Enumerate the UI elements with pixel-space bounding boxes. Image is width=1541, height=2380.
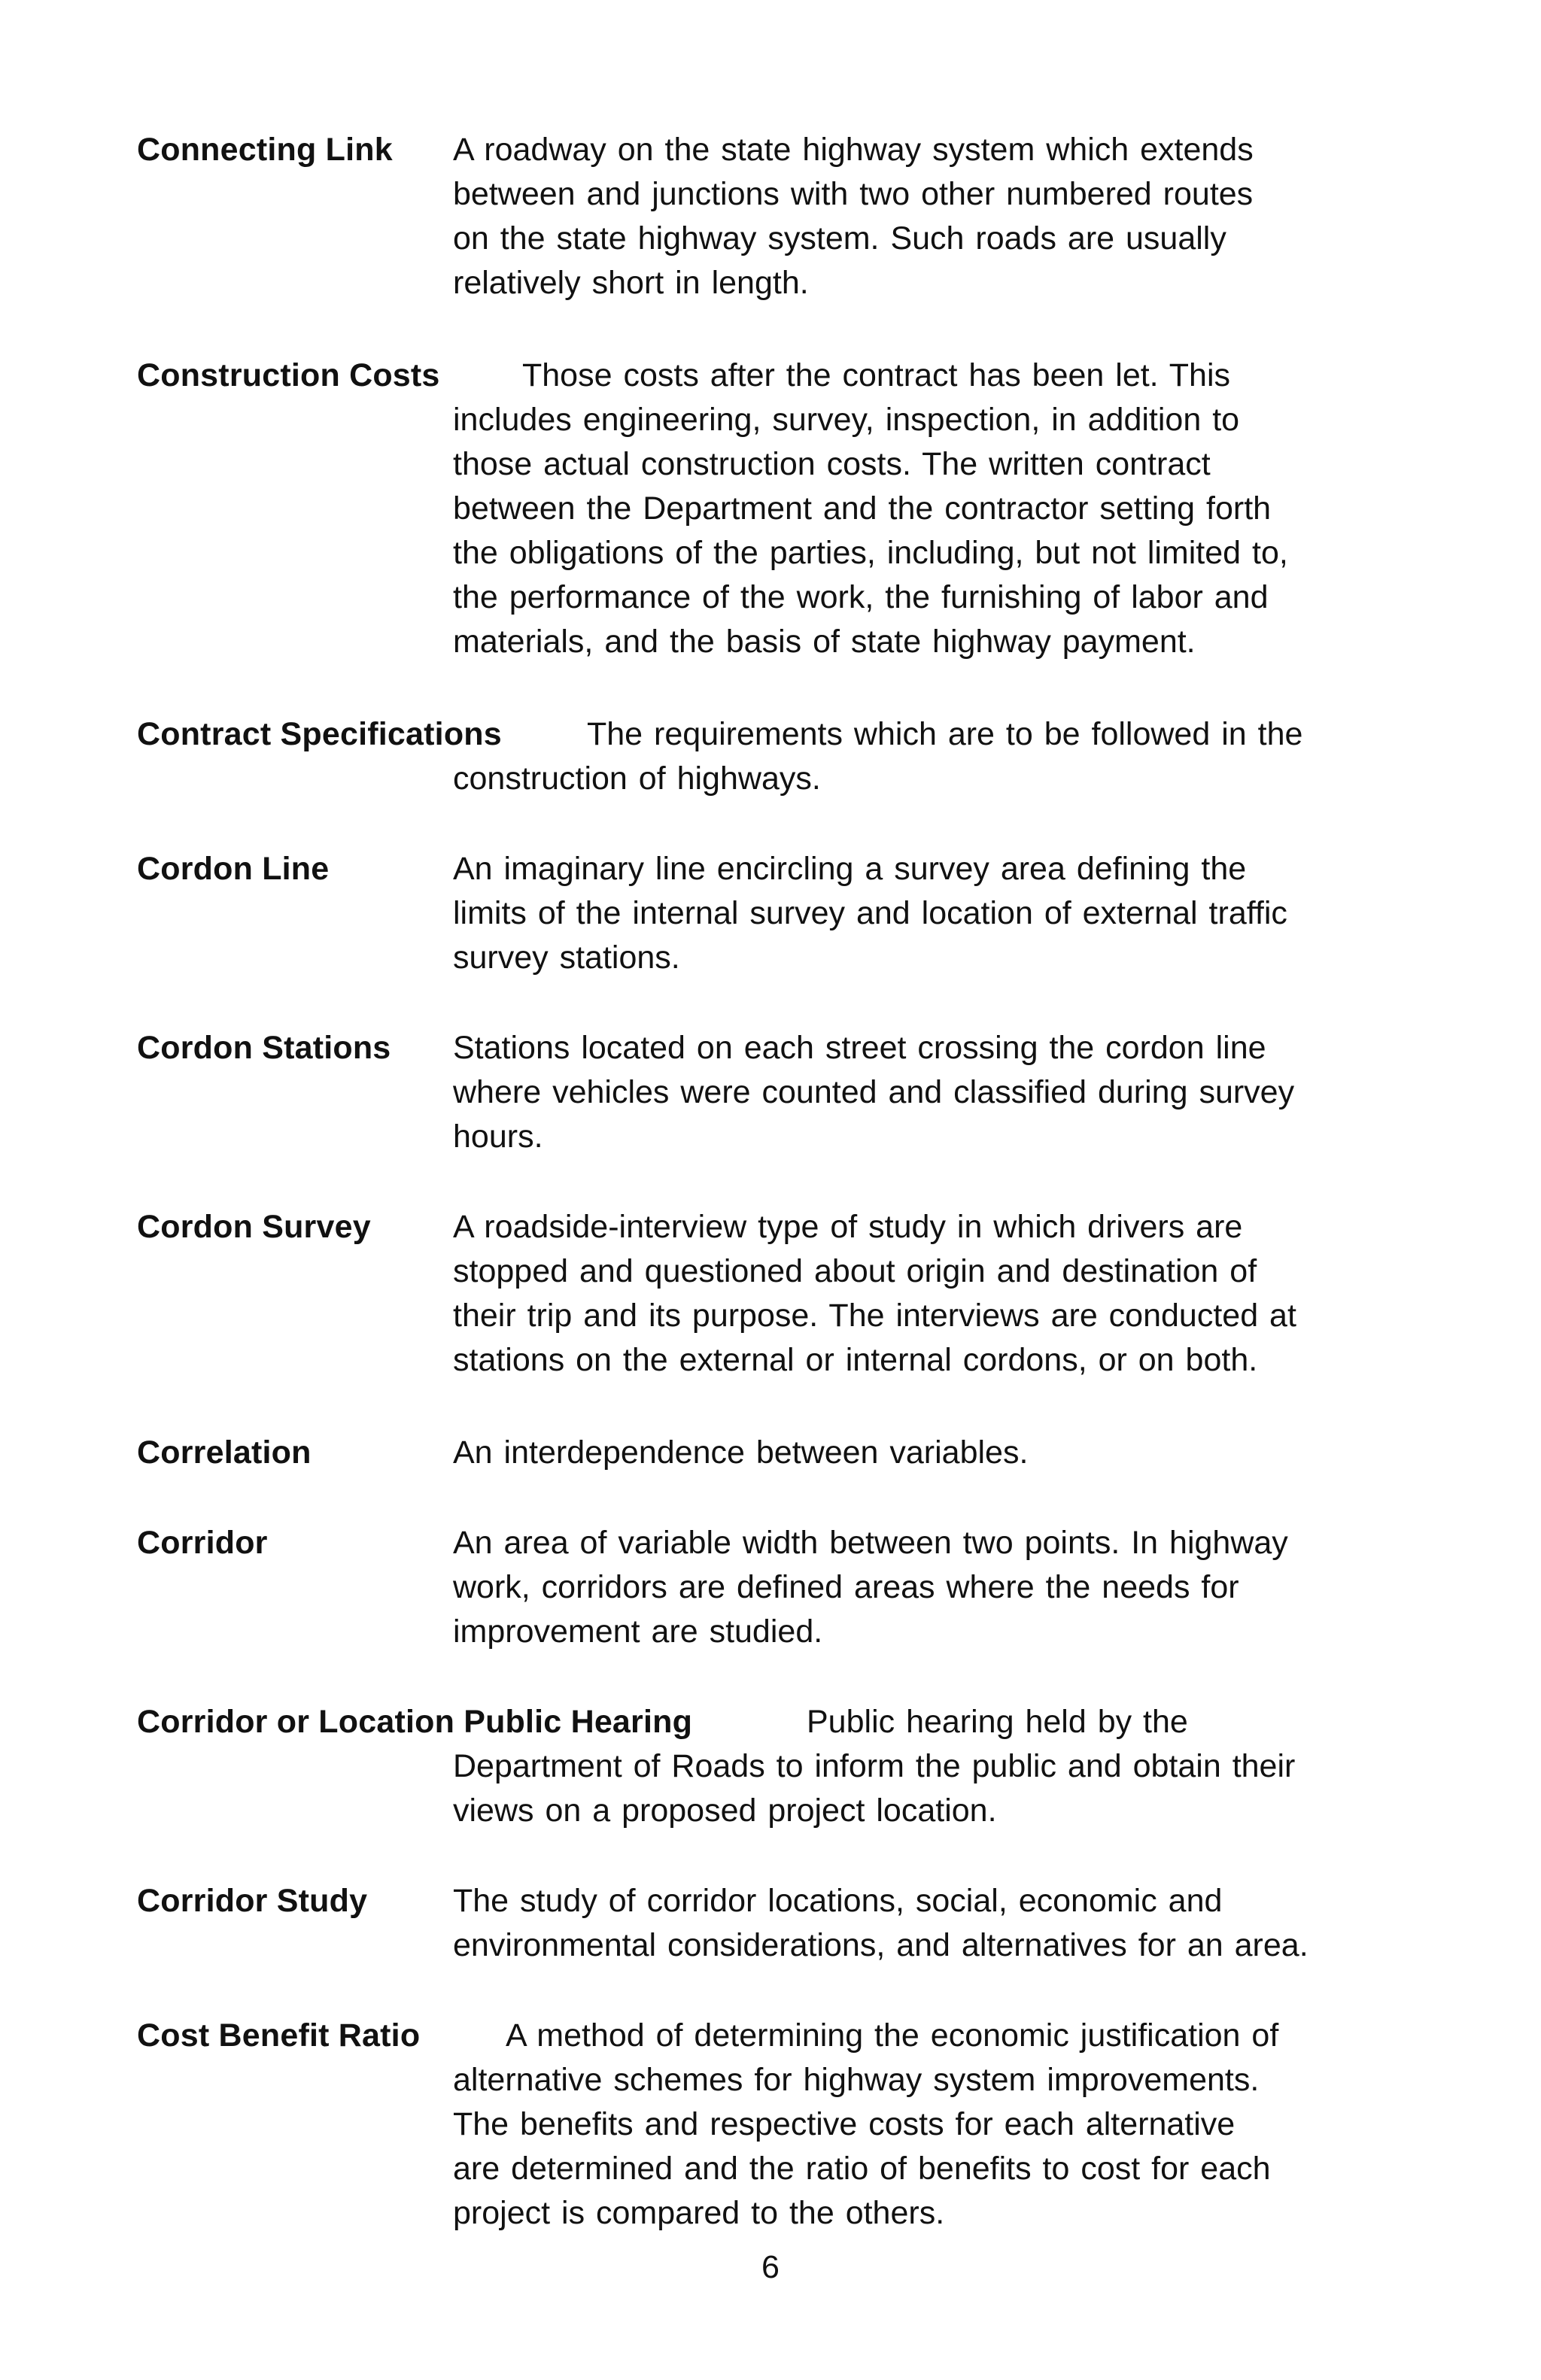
glossary-entry-cordon-survey <box>137 1205 1401 1383</box>
glossary-definition: An area of variable width between two points. In highway work, corridors are defined areas where the needs for improvement are studied. <box>453 1525 1288 1650</box>
glossary-term: Cordon Stations <box>137 1030 391 1066</box>
glossary-term: Cordon Survey <box>137 1209 371 1245</box>
glossary-list <box>137 128 1401 2236</box>
glossary-entry-connecting-link <box>137 128 1401 305</box>
glossary-term: Construction Costs <box>137 357 440 393</box>
glossary-entry-corridor-or-location-public-hearing <box>137 1700 1401 1833</box>
glossary-definition: A roadside-interview type of study in which drivers are stopped and questioned about origin and destination of their trip and its purpose. The interviews are conducted at stations on the external or internal cordons, or on both. <box>453 1209 1296 1378</box>
glossary-entry-correlation <box>137 1431 1401 1475</box>
glossary-definition: Those costs after the contract has been let. This includes engineering, survey, inspection, in addition to those actual construction costs. The written contract between the Department and the contractor setting forth the obligations of the parties, including, but not limited to, the performance of the work, the furnishing of labor and materials, and the basis of state highway payment. <box>453 357 1288 660</box>
glossary-definition: An imaginary line encircling a survey area defining the limits of the internal survey and location of external traffic survey stations. <box>453 851 1287 976</box>
glossary-entry-contract-specifications <box>137 712 1401 801</box>
glossary-term: Corridor Study <box>137 1883 368 1919</box>
page-number: 6 <box>761 2249 780 2285</box>
glossary-term: Connecting Link <box>137 132 393 168</box>
glossary-entry-corridor <box>137 1521 1401 1654</box>
glossary-definition: The requirements which are to be followed in the construction of highways. <box>453 716 1303 797</box>
glossary-term: Correlation <box>137 1434 312 1471</box>
glossary-entry-cordon-stations <box>137 1026 1401 1159</box>
glossary-entry-corridor-study <box>137 1879 1401 1968</box>
glossary-entry-cordon-line <box>137 847 1401 980</box>
glossary-term: Corridor <box>137 1525 268 1561</box>
glossary-term: Cordon Line <box>137 851 330 887</box>
glossary-term: Cost Benefit Ratio <box>137 2017 421 2054</box>
glossary-definition: Stations located on each street crossing the cordon line where vehicles were counted and classified during survey hours. <box>453 1030 1295 1155</box>
glossary-definition: An interdependence between variables. <box>453 1434 1029 1471</box>
glossary-term: Contract Specifications <box>137 716 502 752</box>
glossary-term: Corridor or Location Public Hearing <box>137 1704 693 1740</box>
glossary-entry-cost-benefit-ratio <box>137 2014 1401 2236</box>
glossary-definition: A roadway on the state highway system which extends between and junctions with two other numbered routes on the state highway system. Such roads are usually relatively short in length. <box>453 132 1254 301</box>
glossary-definition: A method of determining the economic justification of alternative schemes for highway system improvements. The benefits and respective costs for each alternative are determined and the ratio of benefits to cost for each project is compared to the others. <box>453 2017 1279 2231</box>
glossary-entry-construction-costs <box>137 354 1401 664</box>
glossary-definition: Public hearing held by the Department of Roads to inform the public and obtain their views on a proposed project location. <box>453 1704 1296 1829</box>
glossary-definition: The study of corridor locations, social, economic and environmental considerations, and alternatives for an area. <box>453 1883 1308 1963</box>
